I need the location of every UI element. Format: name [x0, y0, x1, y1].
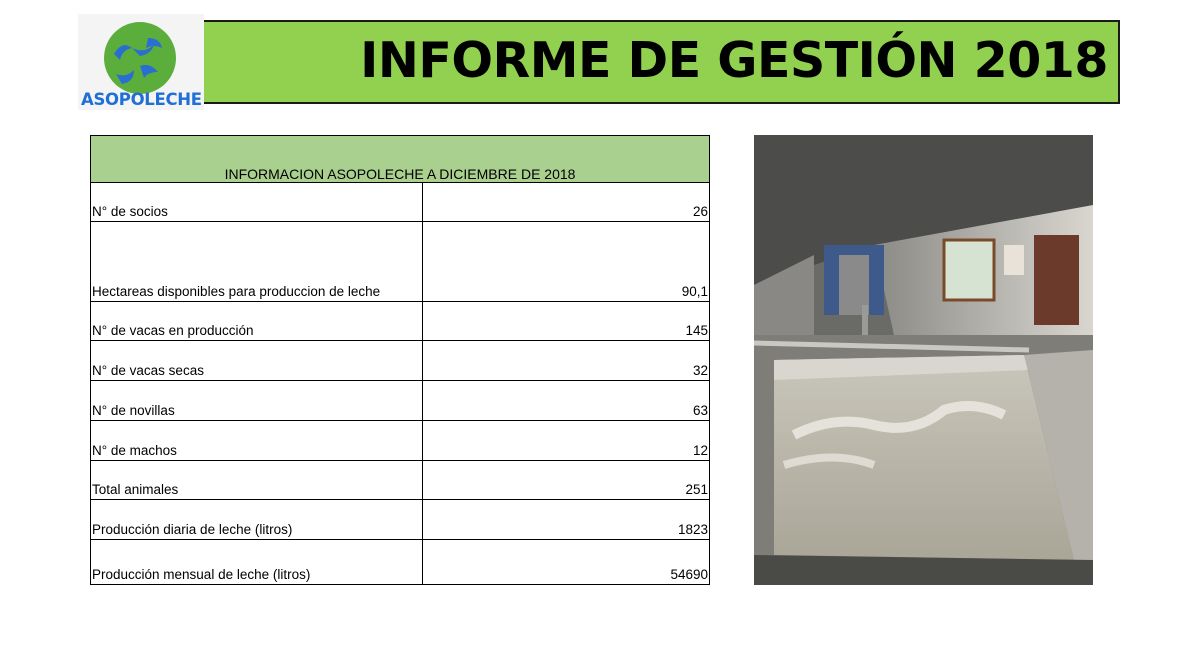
table-row	[91, 302, 710, 341]
row-value: 1823	[423, 500, 710, 540]
milk-tank-photo	[754, 135, 1093, 585]
table-row	[91, 341, 710, 381]
logo-text: ASOPOLECHE	[81, 90, 202, 109]
row-value: 63	[423, 381, 710, 421]
row-label: Producción diaria de leche (litros)	[91, 500, 423, 540]
row-value: 32	[423, 341, 710, 381]
row-label: N° de vacas en producción	[91, 302, 423, 341]
row-label: Total animales	[91, 461, 423, 500]
title-banner	[204, 20, 1120, 104]
row-label: Producción mensual de leche (litros)	[91, 540, 423, 585]
milk-tank-illustration	[754, 135, 1093, 585]
row-label: N° de novillas	[91, 381, 423, 421]
table-row	[91, 381, 710, 421]
row-value: 251	[423, 461, 710, 500]
table-header-row	[91, 136, 710, 183]
row-label: N° de socios	[91, 183, 423, 222]
row-label: N° de machos	[91, 421, 423, 461]
row-value: 54690	[423, 540, 710, 585]
info-table	[90, 135, 710, 585]
row-value: 145	[423, 302, 710, 341]
table-row	[91, 183, 710, 222]
table-row	[91, 500, 710, 540]
page-title: INFORME DE GESTIÓN 2018	[360, 32, 1108, 89]
row-label: N° de vacas secas	[91, 341, 423, 381]
row-label: Hectareas disponibles para produccion de leche	[91, 222, 423, 302]
table-row	[91, 222, 710, 302]
table-row	[91, 540, 710, 585]
row-value: 26	[423, 183, 710, 222]
row-value: 12	[423, 421, 710, 461]
table-header: INFORMACION ASOPOLECHE A DICIEMBRE DE 2018	[91, 136, 710, 183]
table-row	[91, 461, 710, 500]
row-value: 90,1	[423, 222, 710, 302]
asopoleche-logo	[78, 14, 204, 110]
table-row	[91, 421, 710, 461]
